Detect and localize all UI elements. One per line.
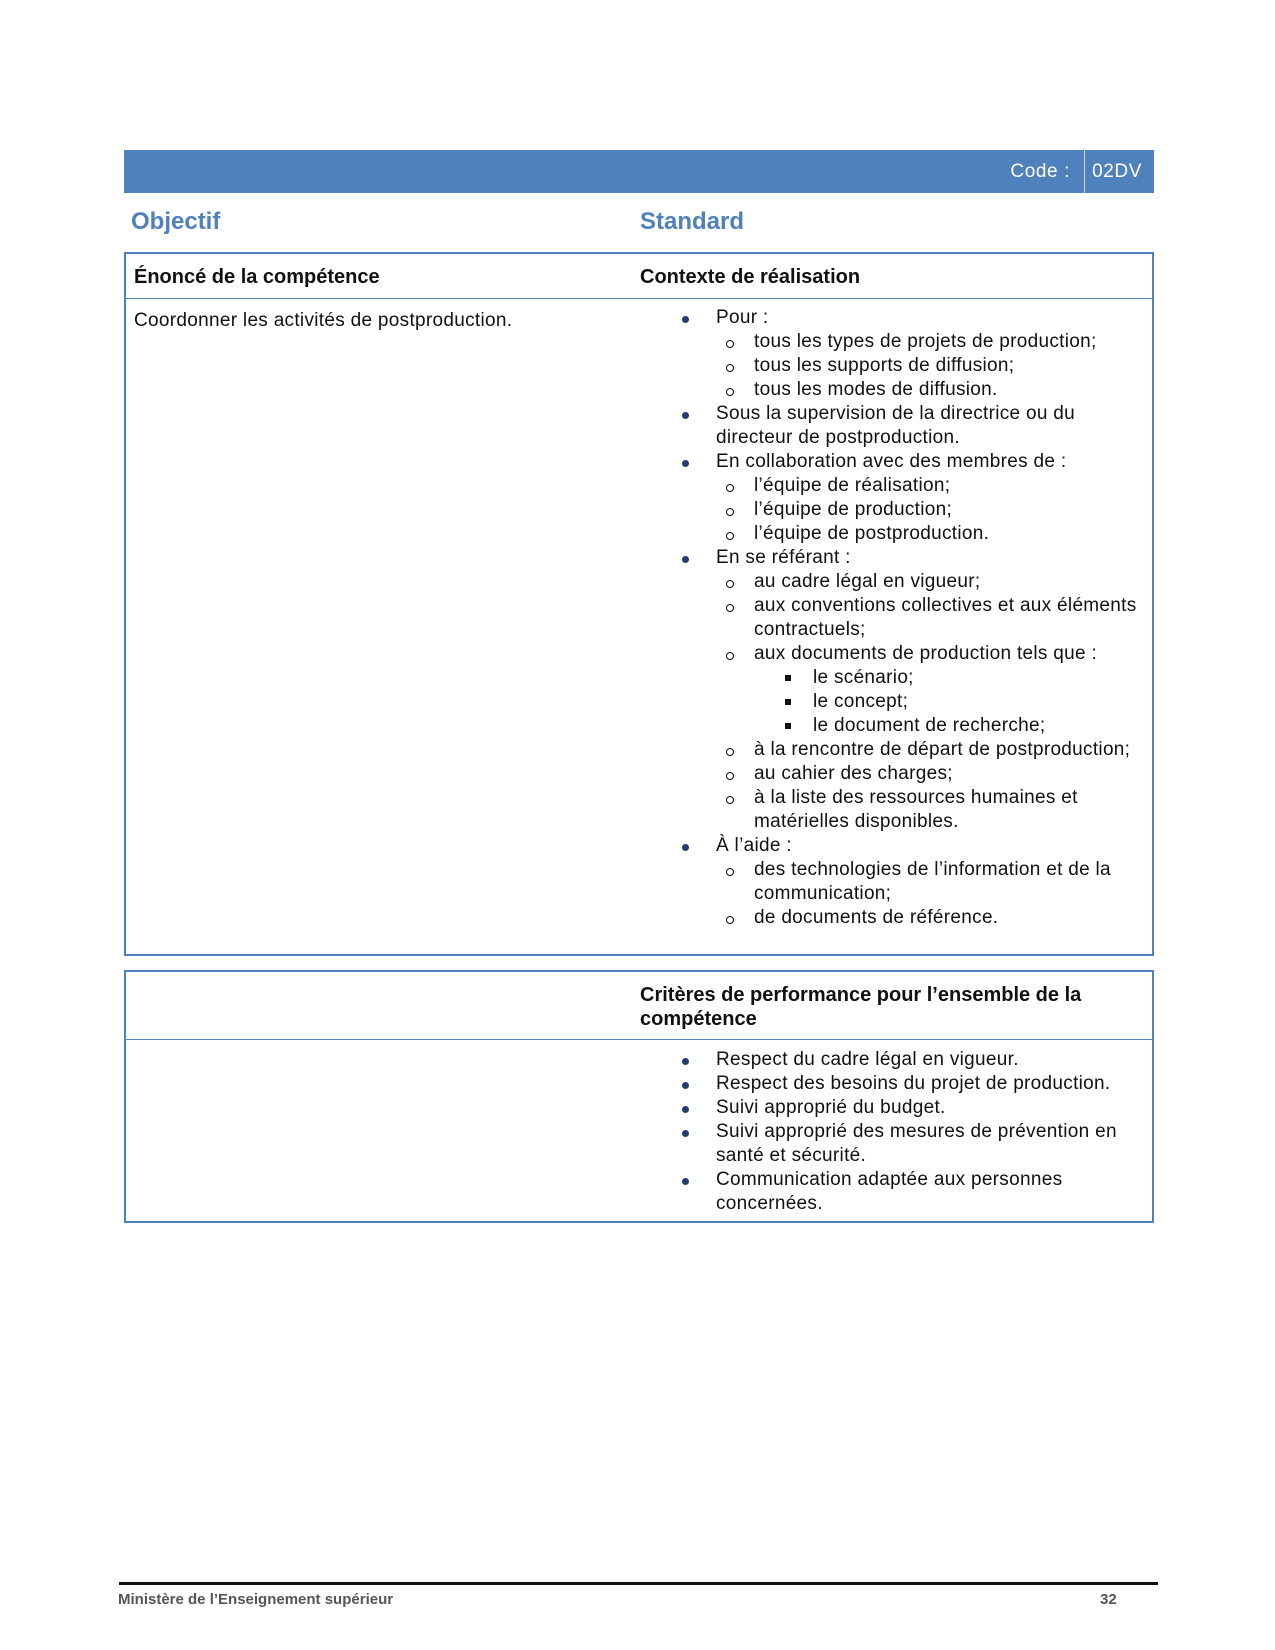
- enonce-header: Énoncé de la compétence: [134, 266, 380, 288]
- context-item: En se référant : au cadre légal en vigueur; aux conventions collectives et aux éléments contractuels; aux documents de production tels que : le scénario; le concept; le document de recherche; à la rencontre de départ de postproduction; au cahier des charges; à la liste des ressources humaines et matérielles disponibles.: [640, 546, 1140, 834]
- list-item: tous les modes de diffusion.: [716, 378, 1178, 402]
- list-item: aux documents de production tels que : le scénario; le concept; le document de recherche;: [716, 642, 1178, 738]
- context-item: Pour : tous les types de projets de production; tous les supports de diffusion; tous les modes de diffusion.: [640, 306, 1140, 402]
- list-item: à la liste des ressources humaines et matérielles disponibles.: [716, 786, 1178, 834]
- criteria-item: Communication adaptée aux personnes concernées.: [640, 1168, 1140, 1216]
- code-label: Code :: [1010, 161, 1070, 182]
- list-item: l’équipe de production;: [716, 498, 1178, 522]
- list-item: tous les types de projets de production;: [716, 330, 1178, 354]
- list-item: à la rencontre de départ de postproduction;: [716, 738, 1178, 762]
- criteria-table: [124, 970, 1154, 1223]
- footer-rule: [119, 1582, 1158, 1585]
- code-value: 02DV: [1092, 161, 1142, 182]
- code-separator: [1084, 150, 1085, 193]
- context-list: [640, 306, 1140, 930]
- objectif-heading: Objectif: [131, 208, 221, 235]
- criteria-item: Respect du cadre légal en vigueur.: [640, 1048, 1140, 1072]
- criteria-header: Critères de performance pour l’ensemble de la compétence: [640, 984, 1082, 1030]
- list-item: au cadre légal en vigueur;: [716, 570, 1178, 594]
- list-item: le concept;: [754, 690, 1199, 714]
- list-item: le scénario;: [754, 666, 1199, 690]
- list-item: le document de recherche;: [754, 714, 1199, 738]
- contexte-header: Contexte de réalisation: [640, 266, 861, 288]
- list-item: l’équipe de réalisation;: [716, 474, 1178, 498]
- enonce-text: Coordonner les activités de postproduction.: [134, 310, 513, 331]
- competence-table-header: [126, 254, 1152, 299]
- code-bar: [124, 150, 1154, 193]
- context-item: En collaboration avec des membres de : l’équipe de réalisation; l’équipe de production; l’équipe de postproduction.: [640, 450, 1140, 546]
- competence-table: [124, 252, 1154, 956]
- list-item: tous les supports de diffusion;: [716, 354, 1178, 378]
- criteria-table-header: [126, 972, 1152, 1040]
- list-item: aux conventions collectives et aux éléments contractuels;: [716, 594, 1178, 642]
- standard-heading: Standard: [640, 208, 745, 235]
- footer-ministry: Ministère de l’Enseignement supérieur: [118, 1591, 394, 1608]
- criteria-item: Suivi approprié du budget.: [640, 1096, 1140, 1120]
- criteria-list: [640, 1048, 1140, 1216]
- context-item: Sous la supervision de la directrice ou du directeur de postproduction.: [640, 402, 1140, 450]
- list-item: de documents de référence.: [716, 906, 1178, 930]
- page-number: 32: [1100, 1591, 1117, 1608]
- list-item: des technologies de l’information et de la communication;: [716, 858, 1178, 906]
- context-item: À l’aide : des technologies de l’information et de la communication; de documents de référence.: [640, 834, 1140, 930]
- criteria-item: Respect des besoins du projet de production.: [640, 1072, 1140, 1096]
- list-item: au cahier des charges;: [716, 762, 1178, 786]
- criteria-item: Suivi approprié des mesures de prévention en santé et sécurité.: [640, 1120, 1140, 1168]
- list-item: l’équipe de postproduction.: [716, 522, 1178, 546]
